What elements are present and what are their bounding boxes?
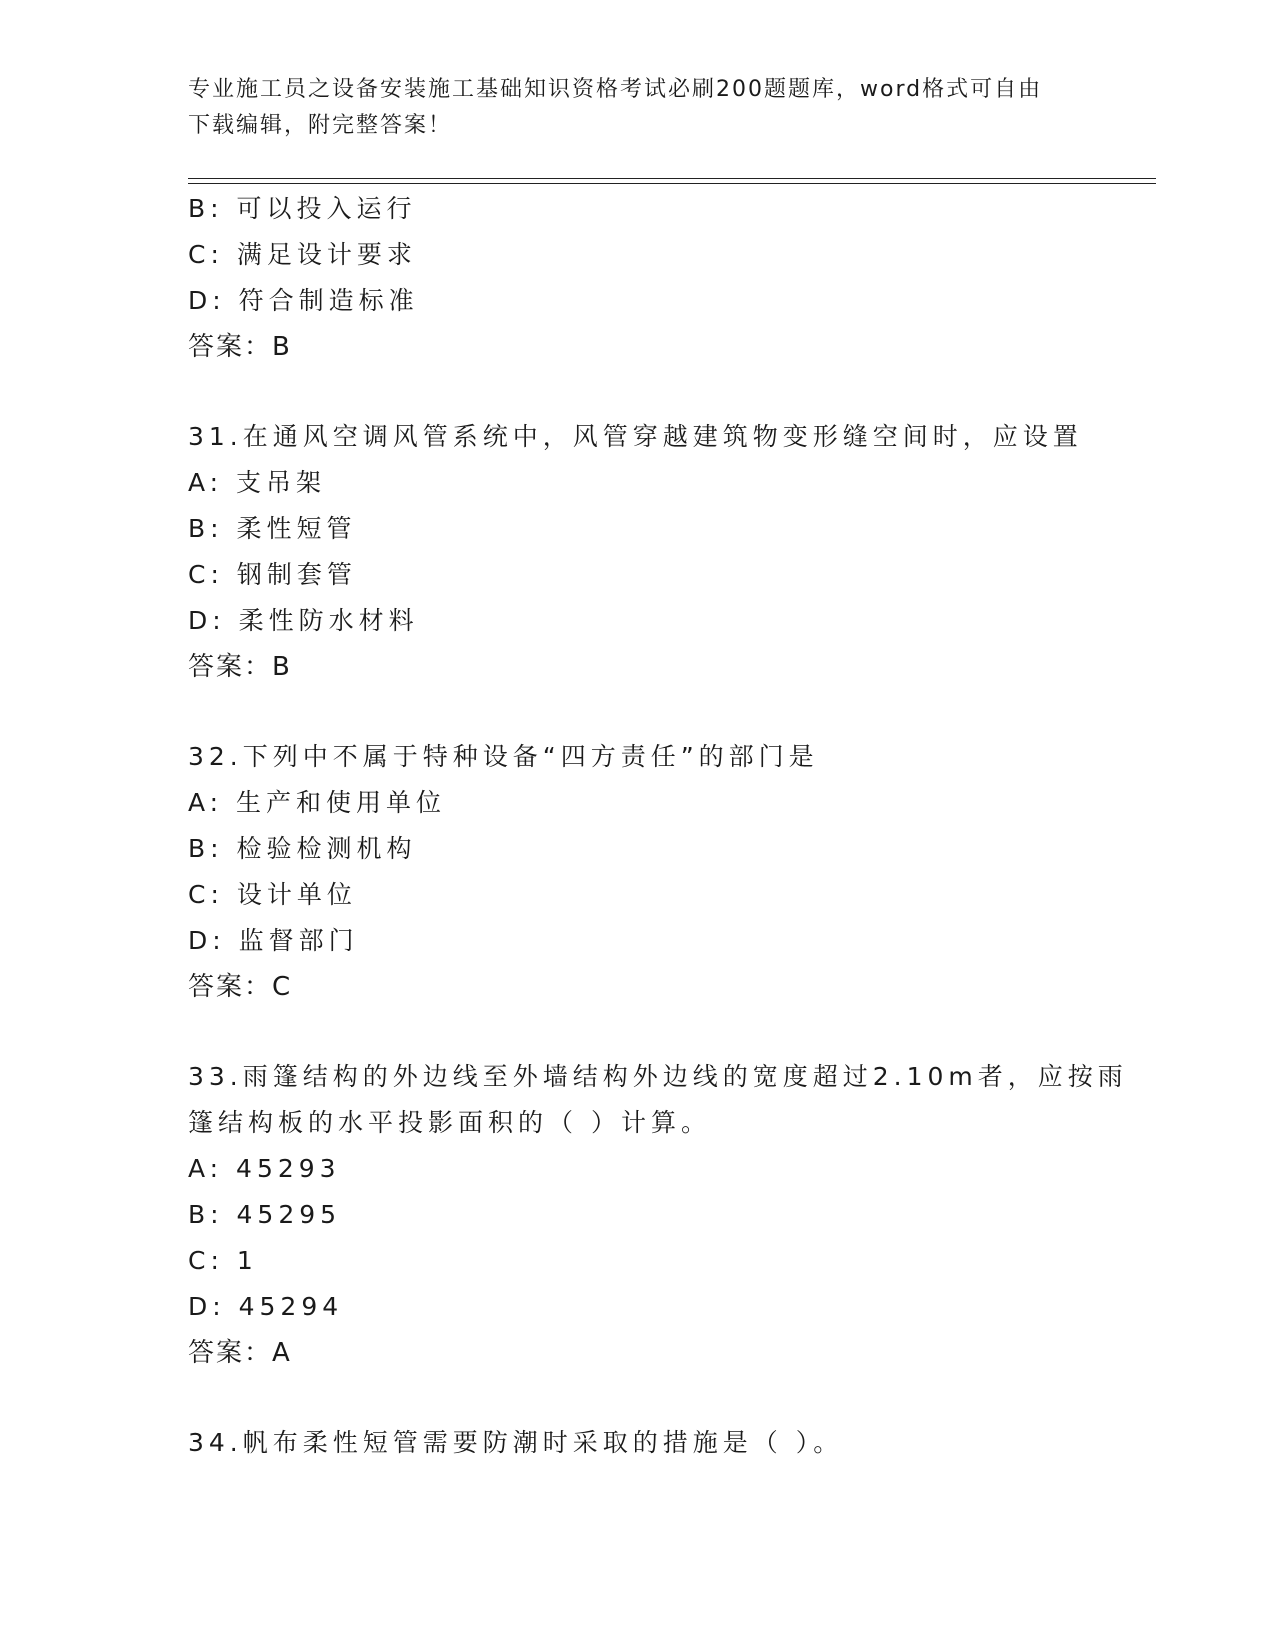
option-a: A: 支吊架 bbox=[188, 468, 327, 497]
header-line-1: 专业施工员之设备安装施工基础知识资格考试必刷200题题库，word格式可自由 bbox=[188, 77, 1043, 102]
header-line-2: 下载编辑，附完整答案！ bbox=[188, 113, 453, 138]
option-d: D: 监督部门 bbox=[188, 926, 359, 955]
answer-label: 答案：A bbox=[188, 1338, 292, 1368]
header-divider-top bbox=[188, 178, 1156, 179]
question-33 bbox=[188, 1054, 1148, 1376]
option-b: B: 检验检测机构 bbox=[188, 834, 417, 863]
option-a: A: 生产和使用单位 bbox=[188, 788, 447, 817]
document-header bbox=[188, 72, 1078, 144]
question-32 bbox=[188, 734, 1148, 1010]
answer-label: 答案：B bbox=[188, 652, 292, 682]
question-list bbox=[188, 186, 1148, 1466]
answer-label: 答案：C bbox=[188, 972, 293, 1002]
option-b: B: 45295 bbox=[188, 1200, 342, 1229]
spacer bbox=[188, 1376, 1148, 1420]
answer-label: 答案：B bbox=[188, 332, 292, 362]
option-b: B: 可以投入运行 bbox=[188, 194, 417, 223]
question-text-line-2: 篷结构板的水平投影面积的（ ）计算。 bbox=[188, 1108, 711, 1137]
question-text: 32.下列中不属于特种设备“四方责任”的部门是 bbox=[188, 742, 819, 771]
option-c: C: 1 bbox=[188, 1246, 258, 1275]
option-c: C: 满足设计要求 bbox=[188, 240, 417, 269]
question-text-line-1: 33.雨篷结构的外边线至外墙结构外边线的宽度超过2.10m者，应按雨 bbox=[188, 1062, 1128, 1091]
option-d: D: 柔性防水材料 bbox=[188, 606, 419, 635]
option-c: C: 设计单位 bbox=[188, 880, 357, 909]
question-34 bbox=[188, 1420, 1148, 1466]
spacer bbox=[188, 370, 1148, 414]
question-text: 31.在通风空调风管系统中，风管穿越建筑物变形缝空间时，应设置 bbox=[188, 422, 1083, 451]
question-30-tail bbox=[188, 186, 1148, 370]
option-d: D: 符合制造标准 bbox=[188, 286, 419, 315]
spacer bbox=[188, 1010, 1148, 1054]
option-b: B: 柔性短管 bbox=[188, 514, 357, 543]
question-31 bbox=[188, 414, 1148, 690]
option-c: C: 钢制套管 bbox=[188, 560, 357, 589]
question-text: 34.帆布柔性短管需要防潮时采取的措施是（ ）。 bbox=[188, 1428, 844, 1457]
spacer bbox=[188, 690, 1148, 734]
option-d: D: 45294 bbox=[188, 1292, 344, 1321]
header-divider-bottom bbox=[188, 183, 1156, 184]
option-a: A: 45293 bbox=[188, 1154, 341, 1183]
